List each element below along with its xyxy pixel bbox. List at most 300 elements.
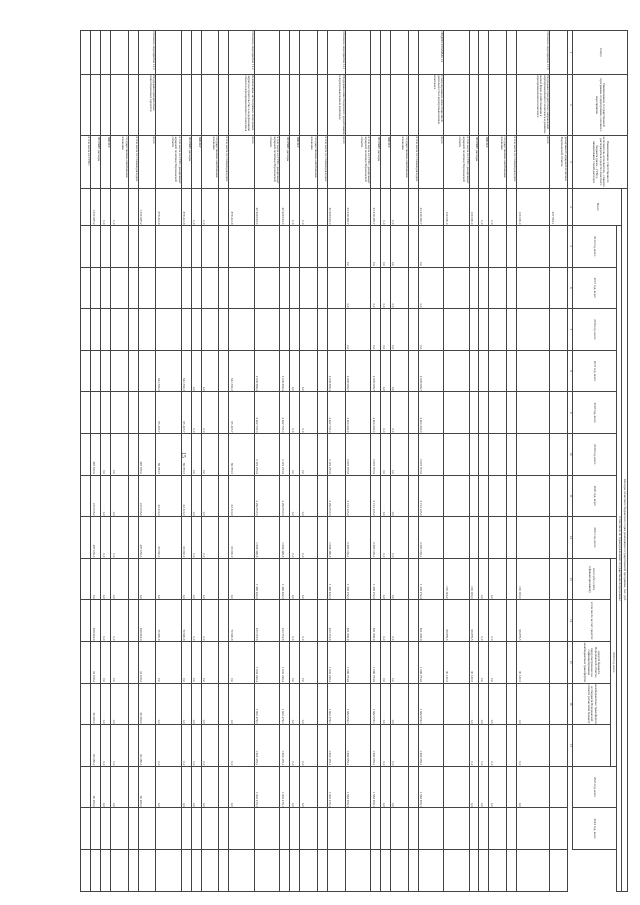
row-value xyxy=(300,850,318,892)
row-value: 20 929 016,0 xyxy=(327,188,345,225)
row-value: 0,0 xyxy=(101,683,111,725)
row-value: 0,0 xyxy=(201,188,219,225)
row-value xyxy=(138,808,156,850)
row-value: 0,0 xyxy=(101,433,111,475)
row-value xyxy=(81,350,91,392)
rotated-page xyxy=(80,30,628,892)
row-value xyxy=(345,808,370,850)
row-value: 0,0 xyxy=(300,683,318,725)
row-value xyxy=(191,267,201,309)
row-value: 0,0 xyxy=(156,725,181,767)
header-year: 2018 год, всего xyxy=(573,392,617,434)
row-value: 0,0 xyxy=(290,475,300,517)
row-value xyxy=(408,725,418,767)
row-value: 0,0 xyxy=(290,558,300,600)
row-value: 0,0 xyxy=(479,558,489,600)
row-value: 0,0 xyxy=(517,725,550,767)
row-value xyxy=(128,309,138,351)
row-value: 0,0 xyxy=(489,766,507,808)
row-value: 0,0 xyxy=(381,309,391,351)
row-value xyxy=(229,808,254,850)
row-value: 69 783,5 xyxy=(181,433,191,475)
row-value xyxy=(408,267,418,309)
row-value xyxy=(191,309,201,351)
row-executor: в том числе по статьям расходов: xyxy=(128,136,138,189)
row-value xyxy=(219,188,229,225)
row-value: 0,0 xyxy=(300,350,318,392)
header-year: 2020 год, всего xyxy=(573,475,617,517)
row-value xyxy=(489,392,507,434)
row-value xyxy=(156,808,181,850)
row-value xyxy=(489,517,507,559)
row-value xyxy=(229,267,254,309)
row-value xyxy=(280,850,290,892)
row-value: 1 662 959,1 xyxy=(345,683,370,725)
row-value: 0,0 xyxy=(469,683,479,725)
row-value xyxy=(219,766,229,808)
row-value xyxy=(101,850,111,892)
row-value: 0,0 xyxy=(469,725,479,767)
row-value xyxy=(219,558,229,600)
column-index: 14 xyxy=(568,600,573,642)
row-value: 1 602 479,1 xyxy=(327,683,345,725)
row-value: 0,0 xyxy=(111,600,129,642)
row-status xyxy=(489,31,507,75)
row-value xyxy=(138,392,156,434)
row-value xyxy=(290,808,300,850)
row-value xyxy=(469,433,479,475)
column-index-row xyxy=(568,31,573,892)
row-value: 0,0 xyxy=(201,433,219,475)
row-value: 0,0 xyxy=(181,725,191,767)
row-value: 1 662 959,1 xyxy=(418,725,443,767)
row-value xyxy=(479,517,489,559)
row-status xyxy=(371,31,381,75)
row-value: 4 904 202,0 xyxy=(418,392,443,434)
row-value xyxy=(128,683,138,725)
row-value: 2 714 123,0 xyxy=(345,475,370,517)
row-value xyxy=(408,475,418,517)
row-value xyxy=(550,558,568,600)
row-value xyxy=(408,850,418,892)
row-status: Основное мероприятие 14.3 xyxy=(138,31,156,75)
row-value xyxy=(111,267,129,309)
row-value xyxy=(479,225,489,267)
row-value: 1 632 246,4 xyxy=(254,642,279,684)
column-index: 10 xyxy=(568,433,573,475)
row-value xyxy=(91,225,101,267)
row-value: 60 280,0 xyxy=(91,725,101,767)
row-value: 0,0 xyxy=(201,600,219,642)
row-value: 3 672 705,6 xyxy=(371,433,381,475)
row-value xyxy=(408,642,418,684)
row-value: 1 699 496,8 xyxy=(280,517,290,559)
row-value: 0,0 xyxy=(371,309,381,351)
row-value xyxy=(317,350,327,392)
row-value: 2 292 837,0 xyxy=(280,475,290,517)
row-executor: всего xyxy=(418,136,443,189)
row-value xyxy=(290,309,300,351)
row-value: 23 239 465,7 xyxy=(345,188,370,225)
row-value xyxy=(219,475,229,517)
row-value xyxy=(550,475,568,517)
row-value xyxy=(138,309,156,351)
row-value: 0,0 xyxy=(101,475,111,517)
row-value: 0,0 xyxy=(489,725,507,767)
row-value xyxy=(111,309,129,351)
table-row xyxy=(156,31,181,892)
row-name: Поддержка приоритетных направлений агропромышленного комплекса и развитие малых форм хозяйствования в агропромышленном комплексе xyxy=(517,74,550,135)
row-value xyxy=(507,517,517,559)
table-row xyxy=(479,31,489,892)
row-value xyxy=(128,475,138,517)
row-value xyxy=(469,808,479,850)
row-value: 3 119 253,9 xyxy=(280,433,290,475)
header-2022-sub: в том числе за счет средств: xyxy=(573,600,611,642)
row-value: 32 210,0 xyxy=(181,475,191,517)
row-executor: всего xyxy=(517,136,550,189)
row-value: 0,0 xyxy=(201,392,219,434)
header-2022-b: межбюджетных трансфертов из бюджета Воронежской области (областной бюджет) xyxy=(573,683,611,725)
row-name xyxy=(91,74,101,135)
row-name: Поддержка инвестиционного кредитования в агропромышленном комплексе xyxy=(327,74,345,135)
table-row xyxy=(408,31,418,892)
row-value xyxy=(444,766,469,808)
header-year: 2017 год, всего xyxy=(573,350,617,392)
row-value xyxy=(317,850,327,892)
row-value xyxy=(300,309,318,351)
row-value: 0,0 xyxy=(300,558,318,600)
row-value xyxy=(489,225,507,267)
row-value xyxy=(91,850,101,892)
row-value xyxy=(81,766,91,808)
row-value: 0,0 xyxy=(191,766,201,808)
table-row xyxy=(517,31,550,892)
row-value: 30 120,5 xyxy=(444,642,469,684)
row-value xyxy=(507,433,517,475)
row-value xyxy=(517,350,550,392)
row-value xyxy=(101,309,111,351)
row-value: 130 000,0 xyxy=(517,558,550,600)
row-value xyxy=(128,350,138,392)
row-value: 3 119 253,9 xyxy=(254,433,279,475)
row-value xyxy=(317,725,327,767)
row-value: 0,0 xyxy=(390,683,408,725)
row-value: 0,0 xyxy=(489,600,507,642)
row-value xyxy=(156,850,181,892)
row-value xyxy=(550,517,568,559)
row-value xyxy=(550,642,568,684)
row-value xyxy=(507,683,517,725)
row-value: 1 662 959,1 xyxy=(371,683,381,725)
table-row xyxy=(507,31,517,892)
row-value: 0,0 xyxy=(390,433,408,475)
row-value: 0,0 xyxy=(101,766,111,808)
row-value xyxy=(156,309,181,351)
row-value xyxy=(81,850,91,892)
row-value xyxy=(229,850,254,892)
header-year: 2024 год, всего xyxy=(573,808,617,850)
row-value xyxy=(91,808,101,850)
row-value: 1 662 959,1 xyxy=(345,766,370,808)
row-value xyxy=(489,433,507,475)
row-value xyxy=(181,267,191,309)
table-row xyxy=(300,31,318,892)
row-status: ПОДПРОГРАММА 14 xyxy=(418,31,443,75)
row-name xyxy=(81,74,91,135)
row-status: Основное мероприятие 14.2 xyxy=(229,31,254,75)
row-value: 1 662 959,1 xyxy=(418,766,443,808)
row-name: Компенсация части прямых понесенных затрат на строительство и модернизацию объектов агропромышленного комплекса xyxy=(229,74,254,135)
row-name: Поддержка приоритетных инвестиционных проектов xyxy=(138,74,156,135)
row-value xyxy=(138,350,156,392)
row-name xyxy=(254,74,279,135)
row-value xyxy=(128,850,138,892)
row-value: 0,0 xyxy=(381,683,391,725)
row-executor: в том числе по статьям расходов: xyxy=(219,136,229,189)
row-value: 0,0 xyxy=(300,642,318,684)
row-value: 0,0 xyxy=(290,433,300,475)
row-value xyxy=(507,267,517,309)
row-value: 0,0 xyxy=(191,600,201,642)
row-value: 0,0 xyxy=(201,766,219,808)
row-value: 227 861,1 xyxy=(550,188,568,225)
row-value xyxy=(317,517,327,559)
row-status xyxy=(290,31,300,75)
row-value xyxy=(489,309,507,351)
row-name xyxy=(371,74,381,135)
header-year: 2019 год, всего xyxy=(573,433,617,475)
row-value: 0,0 xyxy=(390,600,408,642)
row-value xyxy=(444,392,469,434)
table-row xyxy=(280,31,290,892)
row-value: 0,0 xyxy=(390,642,408,684)
row-value xyxy=(219,225,229,267)
row-value xyxy=(479,267,489,309)
row-value xyxy=(444,475,469,517)
row-value xyxy=(101,267,111,309)
row-value xyxy=(156,267,181,309)
row-executor: в том числе по ГРБС: департамент аграрной политики Воронежской области xyxy=(345,136,370,189)
row-value: 0,0 xyxy=(479,725,489,767)
row-value: 0,0 xyxy=(101,600,111,642)
row-value: 130 000,0 xyxy=(444,558,469,600)
table-row xyxy=(191,31,201,892)
row-value xyxy=(550,808,568,850)
row-value xyxy=(444,309,469,351)
table-row xyxy=(138,31,156,892)
row-value xyxy=(408,517,418,559)
row-value: 4 036 699,4 xyxy=(254,350,279,392)
row-value xyxy=(550,433,568,475)
row-value xyxy=(81,225,91,267)
row-value: 0,0 xyxy=(381,188,391,225)
row-name xyxy=(408,74,418,135)
row-value xyxy=(81,309,91,351)
row-value xyxy=(507,642,517,684)
row-value xyxy=(219,600,229,642)
row-value: 0,0 xyxy=(469,766,479,808)
row-value: 0,0 xyxy=(201,350,219,392)
row-value: 1 662 959,1 xyxy=(371,725,381,767)
row-executor: государственные капитальные вложения xyxy=(300,136,318,189)
row-value xyxy=(550,267,568,309)
row-value xyxy=(479,475,489,517)
row-value xyxy=(517,517,550,559)
row-value xyxy=(489,350,507,392)
row-value xyxy=(479,850,489,892)
row-value: 0,0 xyxy=(517,683,550,725)
row-status xyxy=(81,31,91,75)
row-value xyxy=(181,309,191,351)
row-executor: НИОКР xyxy=(479,136,489,189)
table-row xyxy=(128,31,138,892)
row-value xyxy=(390,850,408,892)
row-value xyxy=(317,188,327,225)
row-value xyxy=(507,225,517,267)
row-value xyxy=(507,392,517,434)
row-value xyxy=(507,188,517,225)
row-value: 1 350 987,2 xyxy=(91,188,101,225)
row-value: 30 000,0 xyxy=(181,517,191,559)
row-value xyxy=(489,808,507,850)
row-value xyxy=(191,850,201,892)
row-executor: всего xyxy=(229,136,254,189)
row-value xyxy=(156,225,181,267)
row-value xyxy=(507,475,517,517)
row-value xyxy=(138,850,156,892)
row-value xyxy=(317,267,327,309)
row-value xyxy=(101,225,111,267)
row-value xyxy=(128,642,138,684)
row-value: 2 292 837,0 xyxy=(327,475,345,517)
row-value: 1 602 479,1 xyxy=(254,766,279,808)
row-value: 0,0 xyxy=(138,558,156,600)
row-value: 1 458 272,2 xyxy=(371,558,381,600)
row-value: 0,0 xyxy=(390,225,408,267)
row-value: 23 239 465,7 xyxy=(371,188,381,225)
row-value xyxy=(317,766,327,808)
row-status: Основное мероприятие 13.8 xyxy=(517,31,550,75)
row-value: 0,0 xyxy=(300,600,318,642)
row-value: 0,0 xyxy=(390,350,408,392)
row-value: 0,0 xyxy=(101,642,111,684)
row-value xyxy=(128,558,138,600)
row-value xyxy=(444,725,469,767)
row-value xyxy=(327,225,345,267)
table-row xyxy=(201,31,219,892)
row-value: 0,0 xyxy=(229,558,254,600)
row-executor: ПРОЧИЕ расходы xyxy=(371,136,381,189)
row-value: 0,0 xyxy=(156,683,181,725)
row-value xyxy=(81,433,91,475)
row-value: 0,0 xyxy=(91,558,101,600)
row-value xyxy=(550,350,568,392)
row-executor: ПРОЧИЕ расходы xyxy=(91,136,101,189)
row-value xyxy=(128,188,138,225)
row-name xyxy=(390,74,408,135)
row-value xyxy=(507,725,517,767)
row-value xyxy=(229,225,254,267)
row-value xyxy=(81,725,91,767)
row-value: 65 407,7 xyxy=(181,392,191,434)
row-executor: в том числе по статьям расходов: xyxy=(507,136,517,189)
row-value xyxy=(280,309,290,351)
row-value xyxy=(479,350,489,392)
row-value xyxy=(191,808,201,850)
row-value: 0,0 xyxy=(381,517,391,559)
row-value: 20 929 016,0 xyxy=(280,188,290,225)
row-name xyxy=(280,74,290,135)
row-name xyxy=(479,74,489,135)
row-value: 0,0 xyxy=(371,267,381,309)
row-value: 1 458 272,2 xyxy=(345,558,370,600)
row-value xyxy=(219,642,229,684)
row-value: 0,0 xyxy=(390,517,408,559)
row-value xyxy=(317,683,327,725)
row-value: 0,0 xyxy=(191,350,201,392)
row-value: 0,0 xyxy=(111,188,129,225)
row-value xyxy=(444,350,469,392)
row-value: 2 280 109,1 xyxy=(418,517,443,559)
row-value: 0,0 xyxy=(290,517,300,559)
row-value xyxy=(469,475,479,517)
row-executor: в том числе по ГРБС: xyxy=(81,136,91,189)
column-index: 4 xyxy=(568,188,573,225)
table-row xyxy=(181,31,191,892)
row-value: 1 086 754,9 xyxy=(371,642,381,684)
row-executor: в том числе по ГРБС: департамент аграрной политики Воронежской области xyxy=(156,136,181,189)
row-value: 497 036,3 xyxy=(138,517,156,559)
table-row xyxy=(444,31,469,892)
row-value xyxy=(507,600,517,642)
row-name xyxy=(489,74,507,135)
row-value xyxy=(317,225,327,267)
row-value: 0,0 xyxy=(156,642,181,684)
row-value xyxy=(469,267,479,309)
row-value: 0,0 xyxy=(111,766,129,808)
row-value: 0,0 xyxy=(201,642,219,684)
row-value xyxy=(138,225,156,267)
row-value xyxy=(550,225,568,267)
row-value: 1 662 959,1 xyxy=(418,683,443,725)
row-status: Основное мероприятие 14.1 xyxy=(327,31,345,75)
row-value xyxy=(317,475,327,517)
row-value: 485 670,0 xyxy=(138,433,156,475)
column-index: 9 xyxy=(568,392,573,434)
row-value: 3 672 705,6 xyxy=(345,433,370,475)
table-row xyxy=(550,31,568,892)
row-value xyxy=(550,725,568,767)
row-value: 0,0 xyxy=(181,766,191,808)
row-value: 30 000,0 xyxy=(156,517,181,559)
row-value: 821 836,9 xyxy=(418,600,443,642)
row-value: 0,0 xyxy=(479,188,489,225)
row-value xyxy=(327,309,345,351)
row-value xyxy=(229,309,254,351)
row-value xyxy=(280,267,290,309)
row-value xyxy=(408,683,418,725)
header-2022-total: всего (без учета софинансирования) xyxy=(573,558,611,600)
header-year: 2014 год, всего xyxy=(573,225,617,267)
table-row xyxy=(81,31,91,892)
header-year: 2015 год, всего xyxy=(573,267,617,309)
row-status xyxy=(191,31,201,75)
row-value: 0,0 xyxy=(381,642,391,684)
column-index: 8 xyxy=(568,350,573,392)
row-value xyxy=(81,558,91,600)
row-value: 70 900,8 xyxy=(181,600,191,642)
